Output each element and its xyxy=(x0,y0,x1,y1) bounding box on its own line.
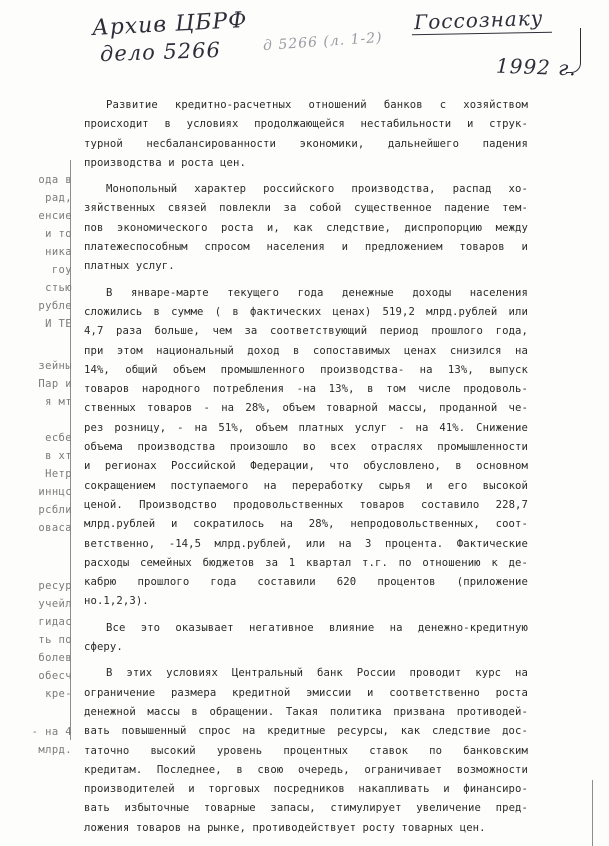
text-line: Все это оказывает негативное влияние на денежно-кредитную xyxy=(106,621,528,634)
text-line: и регионах Российской Федерации, что обусловлено, в основном xyxy=(84,460,528,473)
handwritten-recipient: Госсознаку xyxy=(413,5,544,35)
text-line: рез розницу, - на 51%, объем платных услуг - на 41%. Снижение xyxy=(84,421,528,434)
paragraph-gap xyxy=(84,657,528,664)
margin-fragment: оваса xyxy=(38,522,72,534)
paragraph-gap xyxy=(84,277,528,284)
text-line: но.1,2,3). xyxy=(84,595,149,608)
paragraph xyxy=(84,619,528,658)
text-line: 4,7 раза больше, чем за соответствующий период прошлого года, xyxy=(84,325,528,338)
text-line: 14%, общий объем промышленного производства- на 13%, выпуск xyxy=(84,363,528,376)
document-body xyxy=(84,96,528,838)
text-line: ложения товаров на рынке, противодействует росту товарных цен. xyxy=(84,821,486,834)
text-line: турной несбалансированности экономики, дальнейшего падения xyxy=(84,137,528,150)
paragraph xyxy=(84,96,528,173)
margin-fragment: рубле xyxy=(38,300,72,312)
text-line: таточно высокий уровень процентных ставок по банковским xyxy=(84,744,528,757)
text-line: производителей и торговых посредников накапливать и финансиро- xyxy=(84,783,528,796)
text-line: вать повышенный спрос на кредитные ресурсы, как следствие дос- xyxy=(84,725,528,738)
paragraph-gap xyxy=(84,612,528,619)
margin-fragment: гидас xyxy=(38,616,72,628)
text-line: расходы семейных бюджетов за 1 квартал т.г. по отношению к де- xyxy=(84,556,528,569)
margin-fragment: обесч xyxy=(38,670,72,682)
text-line: ветственно, -14,5 млрд.рублей, или на 3 процента. Фактические xyxy=(84,537,528,550)
paragraph xyxy=(84,284,528,612)
text-line: денежной массы в обращении. Такая политика призвана противодей- xyxy=(84,705,528,718)
margin-fragment: ресур xyxy=(38,580,72,592)
margin-fragment: рад, xyxy=(45,192,72,204)
text-line: сокращением поступаемого на переработку сырья и его высокой xyxy=(84,479,528,492)
text-line: Монопольный характер российского производства, распад хо- xyxy=(106,183,528,196)
paragraph xyxy=(84,664,528,838)
text-line: товаров народного потребления -на 13%, в том числе продоволь- xyxy=(84,383,528,396)
text-line: кабрю прошлого года составили 620 процентов (приложение xyxy=(84,576,528,589)
text-line: ограничение размера кредитной эмиссии и соответственно роста xyxy=(84,686,528,699)
margin-fragment: в хт xyxy=(45,450,72,462)
margin-fragment: и то xyxy=(45,228,72,240)
margin-fragment: болев xyxy=(38,652,72,664)
text-line: ственных товаров - на 28%, объем товарной массы, проданной че- xyxy=(84,402,528,415)
margin-fragment: ника xyxy=(45,246,72,258)
text-line: вать избыточные товарные запасы, стимулирует увеличение пред- xyxy=(84,802,528,815)
margin-fragment: иннцс xyxy=(38,486,72,498)
text-line: сложились в сумме ( в фактических ценах) 519,2 млрд.рублей или xyxy=(84,305,528,318)
margin-fragment: енсие xyxy=(38,210,72,222)
margin-fragment: Нетр xyxy=(45,468,72,480)
margin-fragment: млрд. xyxy=(38,744,72,756)
text-line: Развитие кредитно-расчетных отношений банков с хозяйством xyxy=(106,99,528,111)
margin-fragment: зейны xyxy=(38,360,72,372)
paragraph xyxy=(84,180,528,276)
text-line: производства и роста цен. xyxy=(84,156,246,169)
page-crease-right xyxy=(592,780,593,846)
margin-fragment: гоу xyxy=(51,264,72,276)
margin-fragment: И ТЕ xyxy=(45,318,72,330)
margin-fragment: - на 4 xyxy=(31,726,72,738)
text-line: объема производства произошло во всех отраслях промышленности xyxy=(84,441,528,454)
margin-bleed-through xyxy=(0,170,74,756)
text-line: платежеспособным спросом населения и предложением товаров и xyxy=(84,241,528,254)
margin-fragment: учейл xyxy=(38,598,72,610)
text-line: платных услуг. xyxy=(84,260,175,273)
margin-fragment: я мт xyxy=(45,396,72,408)
text-line: В январе-марте текущего года денежные доходы населения xyxy=(106,286,528,299)
faint-reference-note: д 5266 (л. 1-2) xyxy=(262,29,384,55)
text-line: В этих условиях Центральный банк России проводит курс на xyxy=(106,667,528,680)
paragraph-gap xyxy=(84,173,528,180)
text-line: млрд.рублей и сократилось на 28%, непродовольственных, соот- xyxy=(84,518,528,531)
margin-fragment: ть по xyxy=(38,634,72,646)
handwritten-case-note: дело 5266 xyxy=(99,37,222,67)
margin-fragment: ода в xyxy=(38,174,72,186)
margin-fragment: есбе xyxy=(45,432,72,444)
margin-fragment: Пар и xyxy=(38,378,72,390)
handwritten-year: 1992 г. xyxy=(495,53,578,81)
text-line: зяйственных связей повлекли за собой существенное падение тем- xyxy=(84,202,528,215)
margin-fragment: рсбли xyxy=(38,504,72,516)
text-line: сферу. xyxy=(84,641,123,654)
text-line: пов экономического роста и, как следствие, диспропорцию между xyxy=(84,221,528,234)
text-line: происходит в условиях продолжающейся нестабильности и струк- xyxy=(84,118,528,131)
text-line: ценой. Производство продовольственных товаров составило 228,7 xyxy=(84,498,528,511)
text-line: при этом национальный доход в сопоставимых ценах снизился на xyxy=(84,344,528,357)
margin-fragment: стью xyxy=(45,282,72,294)
text-line: кредитам. Последнее, в свою очередь, ограничивает возможности xyxy=(84,763,528,776)
handwritten-archive-note: Архив ЦБРФ xyxy=(91,7,249,42)
margin-fragment: кре- xyxy=(45,688,72,700)
